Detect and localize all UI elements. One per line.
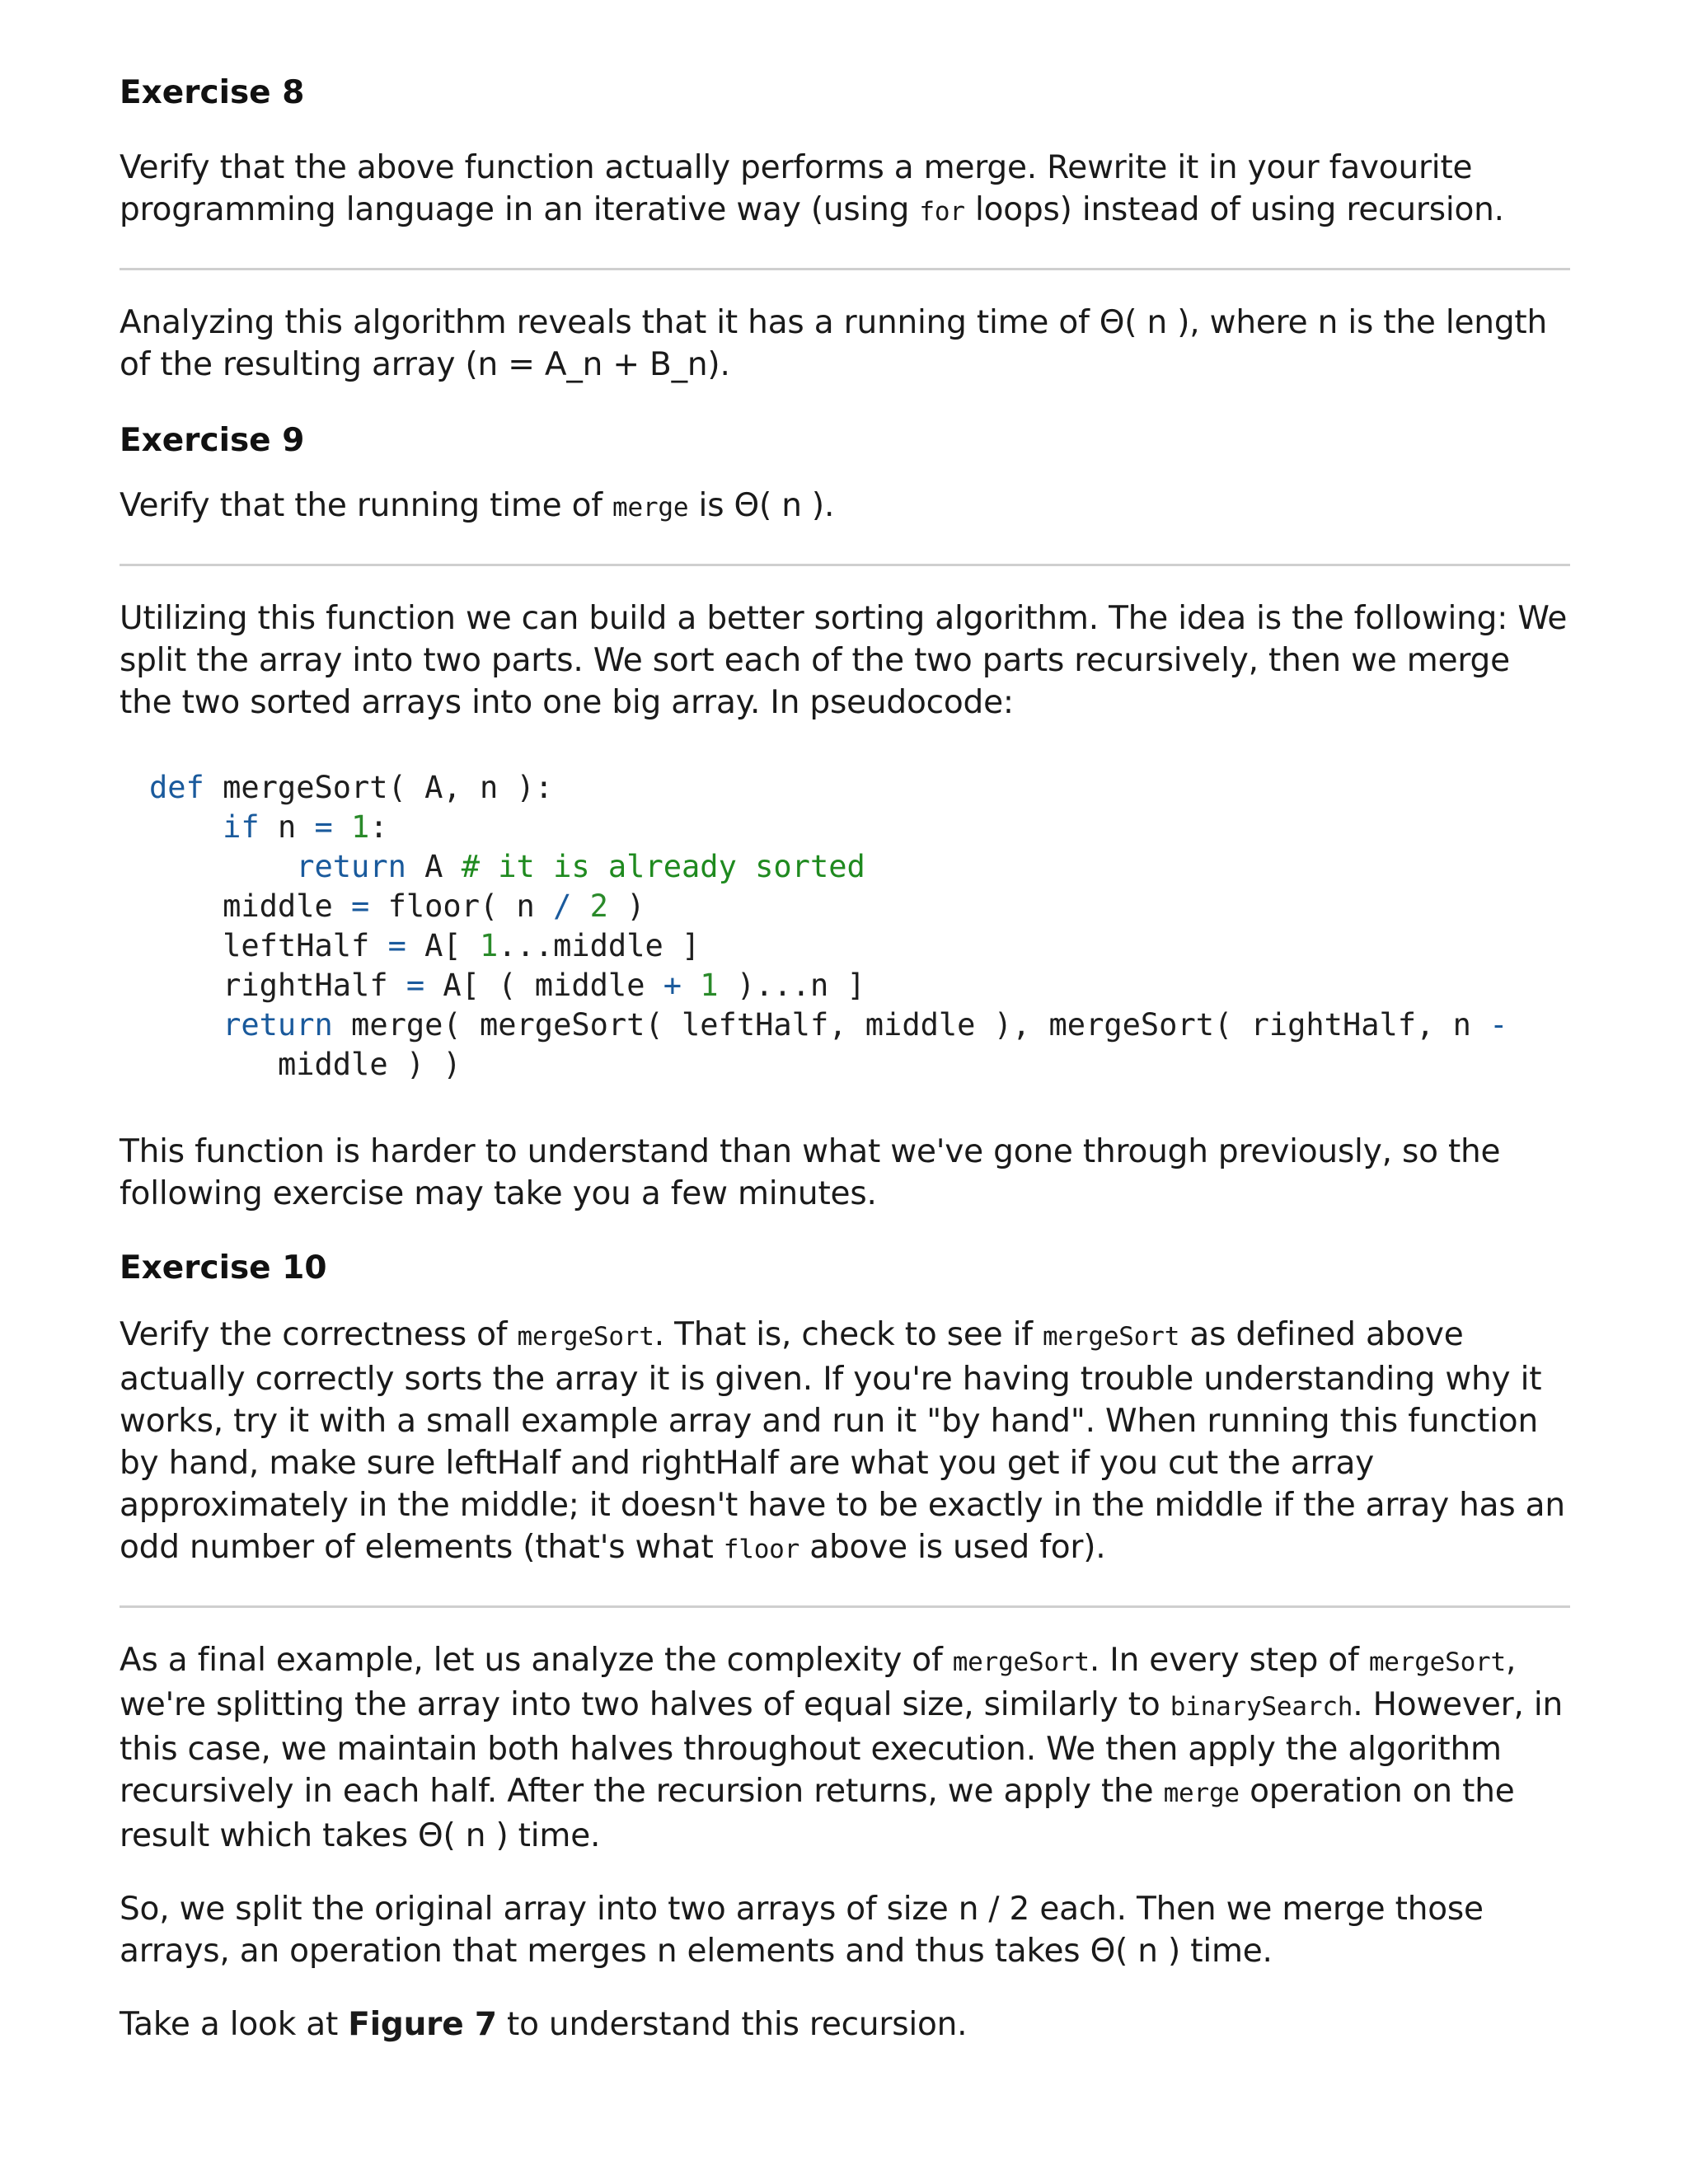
harder-paragraph: This function is harder to understand than what we've gone through previously, so the following exercise may take you a few minutes. [120, 1133, 1501, 1212]
inline-code-mergesort: mergeSort [1368, 1647, 1506, 1677]
inline-code-mergesort: mergeSort [1042, 1322, 1180, 1352]
split-paragraph: So, we split the original array into two arrays of size n / 2 each. Then we merge those arrays, an operation that merges n elements and thus takes Θ( n ) time. [120, 1891, 1484, 1970]
intro-paragraph: Utilizing this function we can build a better sorting algorithm. The idea is the following: We split the array into two parts. We sort each of the two parts recursively, then we merge the two sorted arrays into one big array. In pseudocode: [120, 600, 1568, 721]
figure-7-link: Figure 7 [348, 2006, 497, 2043]
inline-code-merge: merge [612, 493, 689, 523]
exercise-9-text: Verify that the running time of merge is Θ( n ). [120, 487, 835, 524]
exercise-8-heading: Exercise 8 [120, 74, 305, 111]
inline-code-for: for [919, 197, 965, 227]
inline-code-merge: merge [1163, 1779, 1240, 1808]
exercise-10-heading: Exercise 10 [120, 1249, 327, 1286]
exercise-8-text: Verify that the above function actually performs a merge. Rewrite it in your favourite programming language in an iterative way (using for loops) instead of using recursion. [120, 149, 1504, 228]
exercise-10-text: Verify the correctness of mergeSort. That is, check to see if mergeSort as defined above actually correctly sorts the array it is given. If you're having trouble understanding why it works, try it with a small example array and run it "by hand". When running this function by hand, make sure leftHalf and rightHalf are what you get if you cut the array approximately in the middle; it doesn't have to be exactly in the middle if the array has an odd number of elements (that's what floor above is used for). [120, 1316, 1565, 1566]
document-body [120, 71, 1570, 2046]
merge-sort-pseudocode: def mergeSort( A, n ): if n = 1: return A # it is already sorted middle = floor( n / 2 ) leftHalf = A[ 1...middle ] rightHalf = A[ ( middle + 1 )...n ] return merge( mergeSort( leftHalf, middle ), mergeSort( rightHalf, n - middle ) ) [149, 770, 1508, 1082]
inline-code-mergesort: mergeSort [952, 1647, 1090, 1677]
final-example-paragraph: As a final example, let us analyze the complexity of mergeSort. In every step of mergeSort, we're splitting the array into two halves of equal size, similarly to binarySearch. However, in this case, we maintain both halves throughout execution. We then apply the algorithm recursively in each half. After the recursion returns, we apply the merge operation on the result which takes Θ( n ) time. [120, 1642, 1563, 1854]
inline-code-binarysearch: binarySearch [1170, 1692, 1353, 1722]
inline-code-mergesort: mergeSort [517, 1322, 654, 1352]
figure-reference-paragraph: Take a look at Figure 7 to understand this recursion. [120, 2006, 968, 2043]
analysis-paragraph: Analyzing this algorithm reveals that it has a running time of Θ( n ), where n is the length of the resulting array (n = A_n + B_n). [120, 304, 1547, 383]
inline-code-floor: floor [723, 1535, 800, 1564]
exercise-9-heading: Exercise 9 [120, 422, 305, 459]
